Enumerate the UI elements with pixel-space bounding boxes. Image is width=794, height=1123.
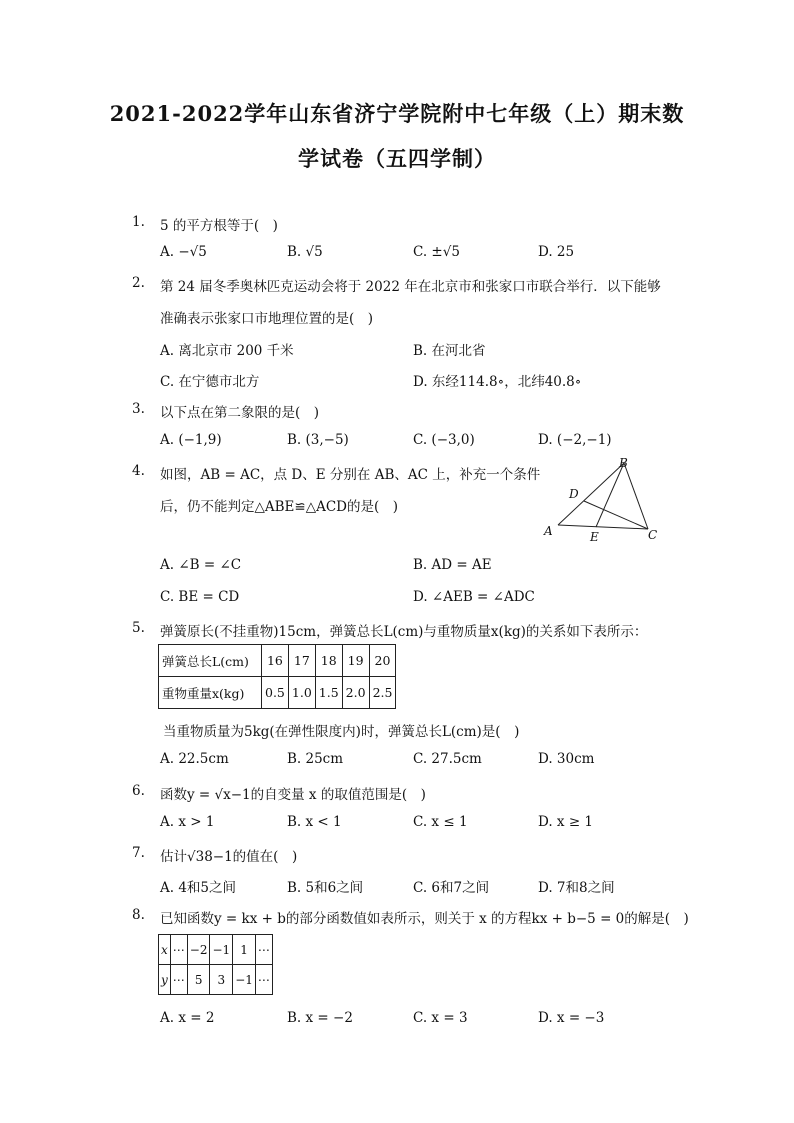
label-a: A [544,524,553,538]
q8-option-a[interactable]: A. x = 2 [160,1010,215,1026]
table-cell: 19 [342,645,369,677]
q2-option-b[interactable]: B. 在河北省 [413,343,486,359]
q7-option-d[interactable]: D. 7和8之间 [538,880,615,896]
q5-number: 5. [132,620,145,636]
q7-option-b[interactable]: B. 5和6之间 [287,880,364,896]
q7-option-a[interactable]: A. 4和5之间 [160,880,237,896]
table-row [159,645,396,677]
q8-table [158,934,273,995]
table-cell: 20 [369,645,396,677]
q5-option-c[interactable]: C. 27.5cm [413,751,482,767]
q2-option-a[interactable]: A. 离北京市 200 千米 [160,343,294,359]
table-cell: 2.5 [369,677,396,709]
q3-option-b[interactable]: B. (3,−5) [287,432,349,448]
q1-option-d[interactable]: D. 25 [538,244,575,260]
q2-number: 2. [132,275,145,291]
q6-option-a[interactable]: A. x > 1 [160,814,215,830]
q6-number: 6. [132,783,145,799]
q5-text-line2: 当重物质量为5kg(在弹性限度内)时，弹簧总长L(cm)是( ) [163,724,520,740]
table-cell: ⋯ [170,935,187,965]
q4-text: 如图，AB = AC，点 D、E 分别在 AB、AC 上，补充一个条件 [160,467,541,483]
q4-triangle-figure [538,455,668,545]
table-cell: 5 [187,965,210,995]
title-line-2: 学试卷（五四学制） [298,146,496,171]
q2-option-c[interactable]: C. 在宁德市北方 [160,374,260,390]
q7-number: 7. [132,845,145,861]
table-row [159,677,396,709]
q6-option-b[interactable]: B. x < 1 [287,814,342,830]
q8-number: 8. [132,907,145,923]
q2-text-line2: 准确表示张家口市地理位置的是( ) [160,311,374,327]
q1-text: 5 的平方根等于( ) [160,218,278,234]
q8-option-b[interactable]: B. x = −2 [287,1010,353,1026]
table-cell: y [159,965,171,995]
q2-text: 第 24 届冬季奥林匹克运动会将于 2022 年在北京市和张家口市联合举行．以下能够 [160,279,661,295]
q8-text: 已知函数y = kx + b的部分函数值如表所示，则关于 x 的方程kx + b−5 = 0的解是( ) [160,911,689,927]
q1-option-a[interactable]: A. −√5 [160,244,207,260]
q4-option-b[interactable]: B. AD = AE [413,557,492,573]
table-cell: −1 [233,965,256,995]
q6-text: 函数y = √x−1的自变量 x 的取值范围是( ) [160,787,426,803]
table-cell: 1.0 [288,677,315,709]
table-cell: 16 [262,645,289,677]
q4-option-c[interactable]: C. BE = CD [160,589,240,605]
q3-text: 以下点在第二象限的是( ) [160,405,320,421]
table-cell: ⋯ [170,965,187,995]
q7-text: 估计√38−1的值在( ) [160,849,298,865]
q5-text: 弹簧原长(不挂重物)15cm，弹簧总长L(cm)与重物质量x(kg)的关系如下表所示： [160,624,648,640]
table-cell: 1 [233,935,256,965]
title-line-1: 2021-2022学年山东省济宁学院附中七年级（上）期末数 [109,101,685,126]
table-cell: 重物重量x(kg) [159,677,262,709]
table-cell: −2 [187,935,210,965]
q3-number: 3. [132,401,145,417]
table-cell: 弹簧总长L(cm) [159,645,262,677]
q5-table [158,644,396,709]
table-cell: ⋯ [255,935,272,965]
table-cell: 2.0 [342,677,369,709]
q4-option-a[interactable]: A. ∠B = ∠C [160,557,242,573]
q6-option-c[interactable]: C. x ≤ 1 [413,814,468,830]
table-cell: 0.5 [262,677,289,709]
q1-number: 1. [132,214,145,230]
table-cell: 1.5 [315,677,342,709]
table-row [159,965,273,995]
q3-option-c[interactable]: C. (−3,0) [413,432,475,448]
q7-option-c[interactable]: C. 6和7之间 [413,880,490,896]
q3-option-a[interactable]: A. (−1,9) [160,432,222,448]
q5-option-a[interactable]: A. 22.5cm [160,751,229,767]
q4-text-line2: 后，仍不能判定△ABE≌△ACD的是( ) [160,499,399,515]
q3-option-d[interactable]: D. (−2,−1) [538,432,612,448]
q5-option-b[interactable]: B. 25cm [287,751,344,767]
q4-option-d[interactable]: D. ∠AEB = ∠ADC [413,589,535,605]
table-cell: −1 [210,935,233,965]
q6-option-d[interactable]: D. x ≥ 1 [538,814,594,830]
table-row [159,935,273,965]
table-cell: 18 [315,645,342,677]
q1-option-c[interactable]: C. ±√5 [413,244,460,260]
q8-option-c[interactable]: C. x = 3 [413,1010,468,1026]
q5-option-d[interactable]: D. 30cm [538,751,595,767]
table-cell: 17 [288,645,315,677]
table-cell: ⋯ [255,965,272,995]
table-cell: x [159,935,171,965]
q4-number: 4. [132,463,145,479]
label-b: B [619,456,628,470]
table-cell: 3 [210,965,233,995]
label-d: D [569,487,579,501]
q1-option-b[interactable]: B. √5 [287,244,323,260]
q2-option-d[interactable]: D. 东经114.8∘，北纬40.8∘ [413,374,582,390]
label-e: E [590,530,599,544]
q8-option-d[interactable]: D. x = −3 [538,1010,605,1026]
label-c: C [648,528,658,542]
